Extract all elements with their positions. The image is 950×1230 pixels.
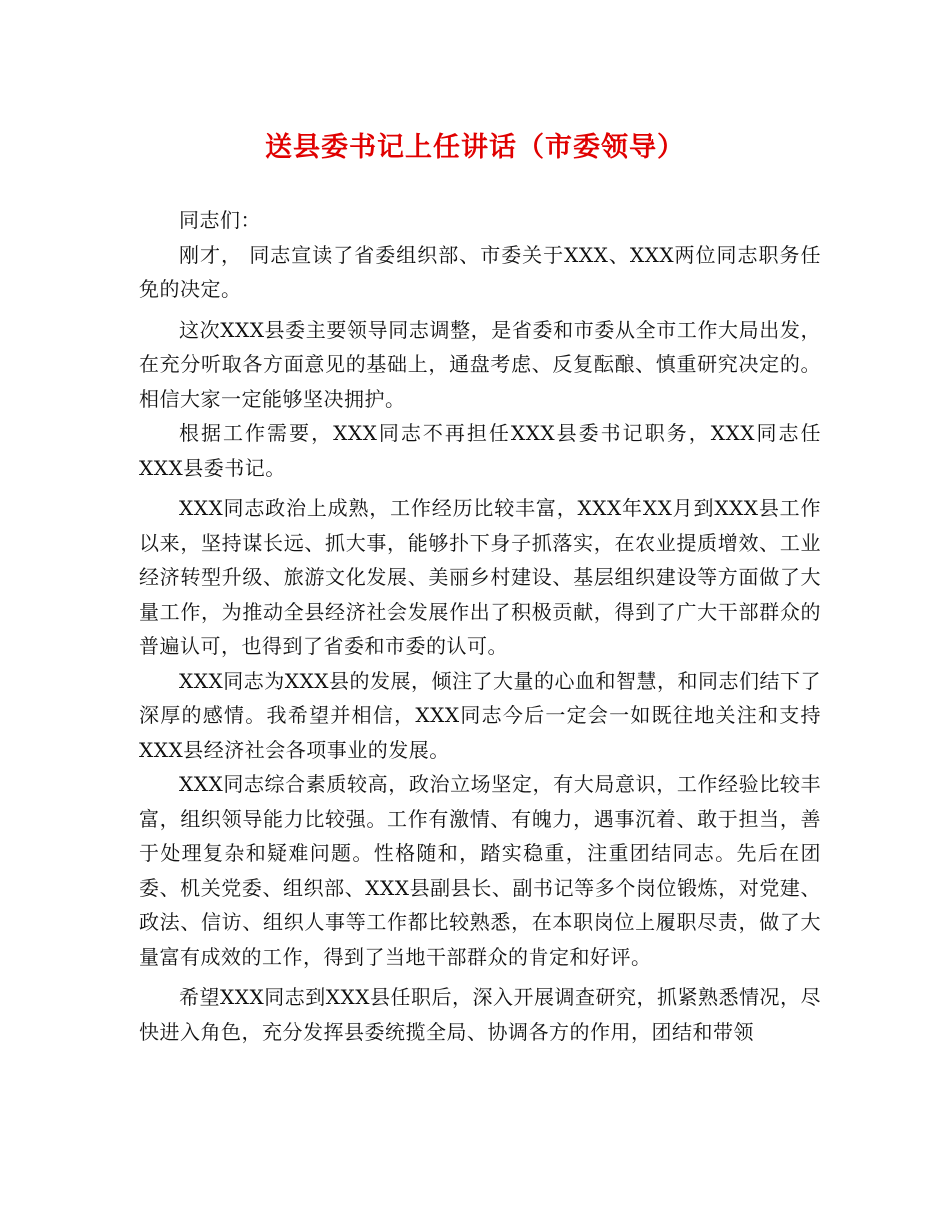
body-paragraph-3: 根据工作需要，XXX同志不再担任XXX县委书记职务，XXX同志任XXX县委书记。 xyxy=(139,421,821,480)
body-paragraph-7: 希望XXX同志到XXX县任职后，深入开展调查研究，抓紧熟悉情况，尽快进入角色，充分发挥县委统揽全局、协调各方的作用，团结和带领 xyxy=(139,985,821,1044)
document-body xyxy=(139,203,821,1049)
body-paragraph-5: XXX同志为XXX县的发展，倾注了大量的心血和智慧，和同志们结下了深厚的感情。我希望并相信，XXX同志今后一定会一如既往地关注和支持XXX县经济社会各项事业的发展。 xyxy=(139,668,821,762)
body-paragraph-6: XXX同志综合素质较高，政治立场坚定，有大局意识，工作经验比较丰富，组织领导能力比较强。工作有激情、有魄力，遇事沉着、敢于担当，善于处理复杂和疑难问题。性格随和，踏实稳重，注重团结同志。先后在团委、机关党委、组织部、XXX县副县长、副书记等多个岗位锻炼，对党建、政法、信访、组织人事等工作都比较熟悉，在本职岗位上履职尽责，做了大量富有成效的工作，得到了当地干部群众的肯定和好评。 xyxy=(139,772,821,969)
salutation-paragraph: 同志们： xyxy=(179,208,261,232)
body-paragraph-1: 刚才， 同志宣读了省委组织部、市委关于XXX、XXX两位同志职务任免的决定。 xyxy=(139,242,821,301)
document-title: 送县委书记上任讲话（市委领导） xyxy=(265,132,685,163)
body-paragraph-2: 这次XXX县委主要领导同志调整，是省委和市委从全市工作大局出发，在充分听取各方面意见的基础上，通盘考虑、反复酝酿、慎重研究决定的。相信大家一定能够坚决拥护。 xyxy=(139,317,821,411)
body-paragraph-4: XXX同志政治上成熟，工作经历比较丰富，XXX年XX月到XXX县工作以来，坚持谋长远、抓大事，能够扑下身子抓落实，在农业提质增效、工业经济转型升级、旅游文化发展、美丽乡村建设、基层组织建设等方面做了大量工作，为推动全县经济社会发展作出了积极贡献，得到了广大干部群众的普遍认可，也得到了省委和市委的认可。 xyxy=(139,496,821,658)
